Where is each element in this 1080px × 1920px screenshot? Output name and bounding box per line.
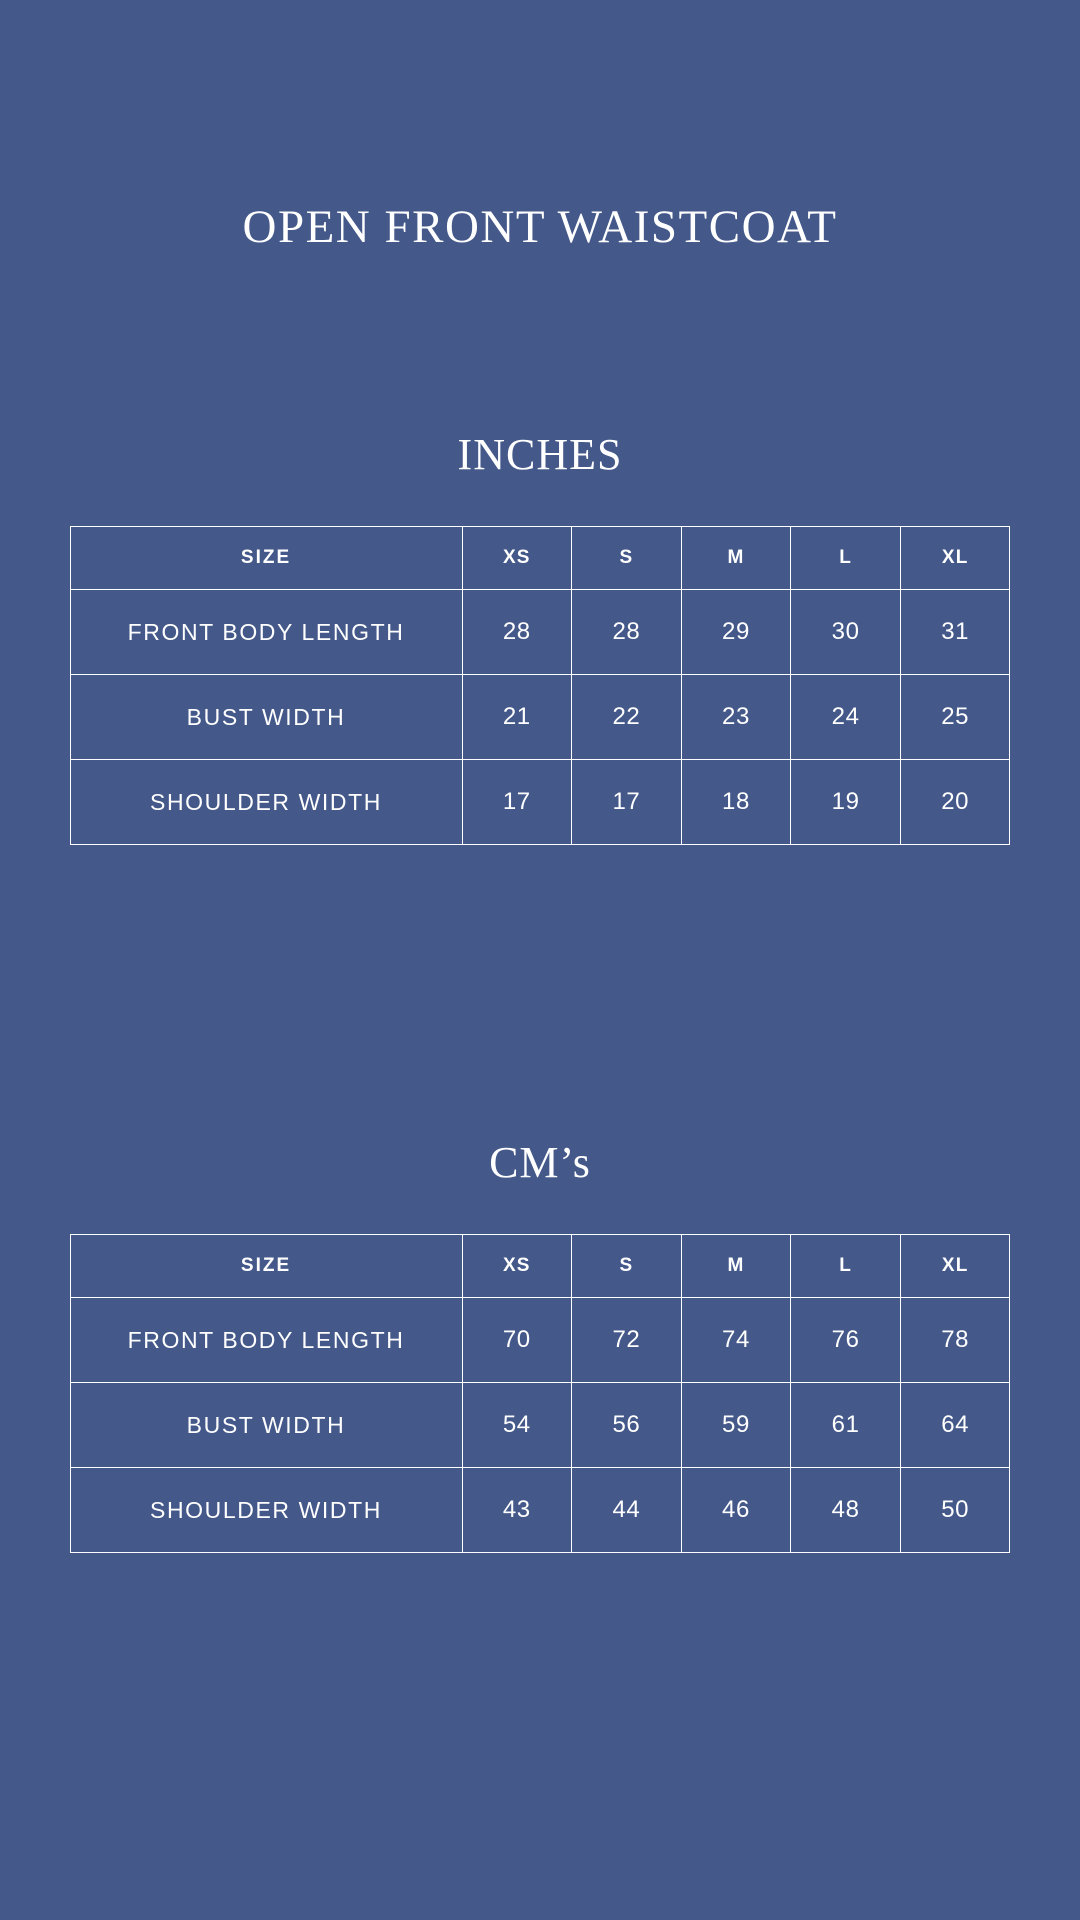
column-header-xl: XL	[900, 1235, 1010, 1298]
cell-front-body-length-xl: 78	[900, 1298, 1010, 1383]
cell-front-body-length-s: 72	[572, 1298, 682, 1383]
row-label-shoulder-width: SHOULDER WIDTH	[70, 760, 462, 845]
table-row	[70, 675, 1010, 760]
cell-bust-width-m: 59	[681, 1383, 791, 1468]
cell-front-body-length-s: 28	[572, 590, 682, 675]
cell-shoulder-width-l: 19	[791, 760, 901, 845]
cell-front-body-length-xs: 28	[462, 590, 572, 675]
table-row	[70, 1298, 1010, 1383]
cell-shoulder-width-xs: 43	[462, 1468, 572, 1553]
cell-bust-width-xl: 25	[900, 675, 1010, 760]
column-header-xl: XL	[900, 527, 1010, 590]
cell-shoulder-width-s: 44	[572, 1468, 682, 1553]
cell-shoulder-width-xl: 20	[900, 760, 1010, 845]
column-header-l: L	[791, 527, 901, 590]
cell-front-body-length-l: 76	[791, 1298, 901, 1383]
table-wrapper-cm	[70, 1234, 1010, 1553]
column-header-m: M	[681, 527, 791, 590]
column-header-xs: XS	[462, 527, 572, 590]
cell-front-body-length-l: 30	[791, 590, 901, 675]
row-label-bust-width: BUST WIDTH	[70, 675, 462, 760]
table-body	[70, 1298, 1010, 1553]
table-header-row	[70, 527, 1010, 590]
cell-front-body-length-xl: 31	[900, 590, 1010, 675]
table-wrapper-inches	[70, 526, 1010, 845]
cell-shoulder-width-xl: 50	[900, 1468, 1010, 1553]
size-table-cm	[70, 1234, 1011, 1553]
cell-shoulder-width-m: 46	[681, 1468, 791, 1553]
table-row	[70, 1468, 1010, 1553]
table-row	[70, 760, 1010, 845]
column-header-s: S	[572, 527, 682, 590]
table-row	[70, 1383, 1010, 1468]
cell-bust-width-xl: 64	[900, 1383, 1010, 1468]
row-label-front-body-length: FRONT BODY LENGTH	[70, 590, 462, 675]
table-body	[70, 590, 1010, 845]
cell-shoulder-width-l: 48	[791, 1468, 901, 1553]
cell-bust-width-xs: 54	[462, 1383, 572, 1468]
table-head	[70, 1235, 1010, 1298]
size-table-inches	[70, 526, 1011, 845]
size-section-cm	[0, 1137, 1080, 1553]
unit-title-cm: CM’s	[489, 1138, 591, 1188]
table-header-row	[70, 1235, 1010, 1298]
row-label-bust-width: BUST WIDTH	[70, 1383, 462, 1468]
column-header-l: L	[791, 1235, 901, 1298]
cell-bust-width-s: 56	[572, 1383, 682, 1468]
column-header-xs: XS	[462, 1235, 572, 1298]
size-section-inches	[0, 429, 1080, 845]
column-header-size: SIZE	[70, 527, 462, 590]
cell-bust-width-l: 61	[791, 1383, 901, 1468]
row-label-shoulder-width: SHOULDER WIDTH	[70, 1468, 462, 1553]
cell-shoulder-width-m: 18	[681, 760, 791, 845]
row-label-front-body-length: FRONT BODY LENGTH	[70, 1298, 462, 1383]
page-title: OPEN FRONT WAISTCOAT	[242, 201, 838, 253]
column-header-size: SIZE	[70, 1235, 462, 1298]
table-row	[70, 590, 1010, 675]
cell-bust-width-xs: 21	[462, 675, 572, 760]
cell-front-body-length-m: 29	[681, 590, 791, 675]
cell-bust-width-l: 24	[791, 675, 901, 760]
column-header-s: S	[572, 1235, 682, 1298]
column-header-m: M	[681, 1235, 791, 1298]
unit-title-inches: INCHES	[457, 430, 623, 480]
cell-shoulder-width-s: 17	[572, 760, 682, 845]
cell-shoulder-width-xs: 17	[462, 760, 572, 845]
cell-bust-width-s: 22	[572, 675, 682, 760]
table-head	[70, 527, 1010, 590]
cell-front-body-length-m: 74	[681, 1298, 791, 1383]
cell-bust-width-m: 23	[681, 675, 791, 760]
cell-front-body-length-xs: 70	[462, 1298, 572, 1383]
